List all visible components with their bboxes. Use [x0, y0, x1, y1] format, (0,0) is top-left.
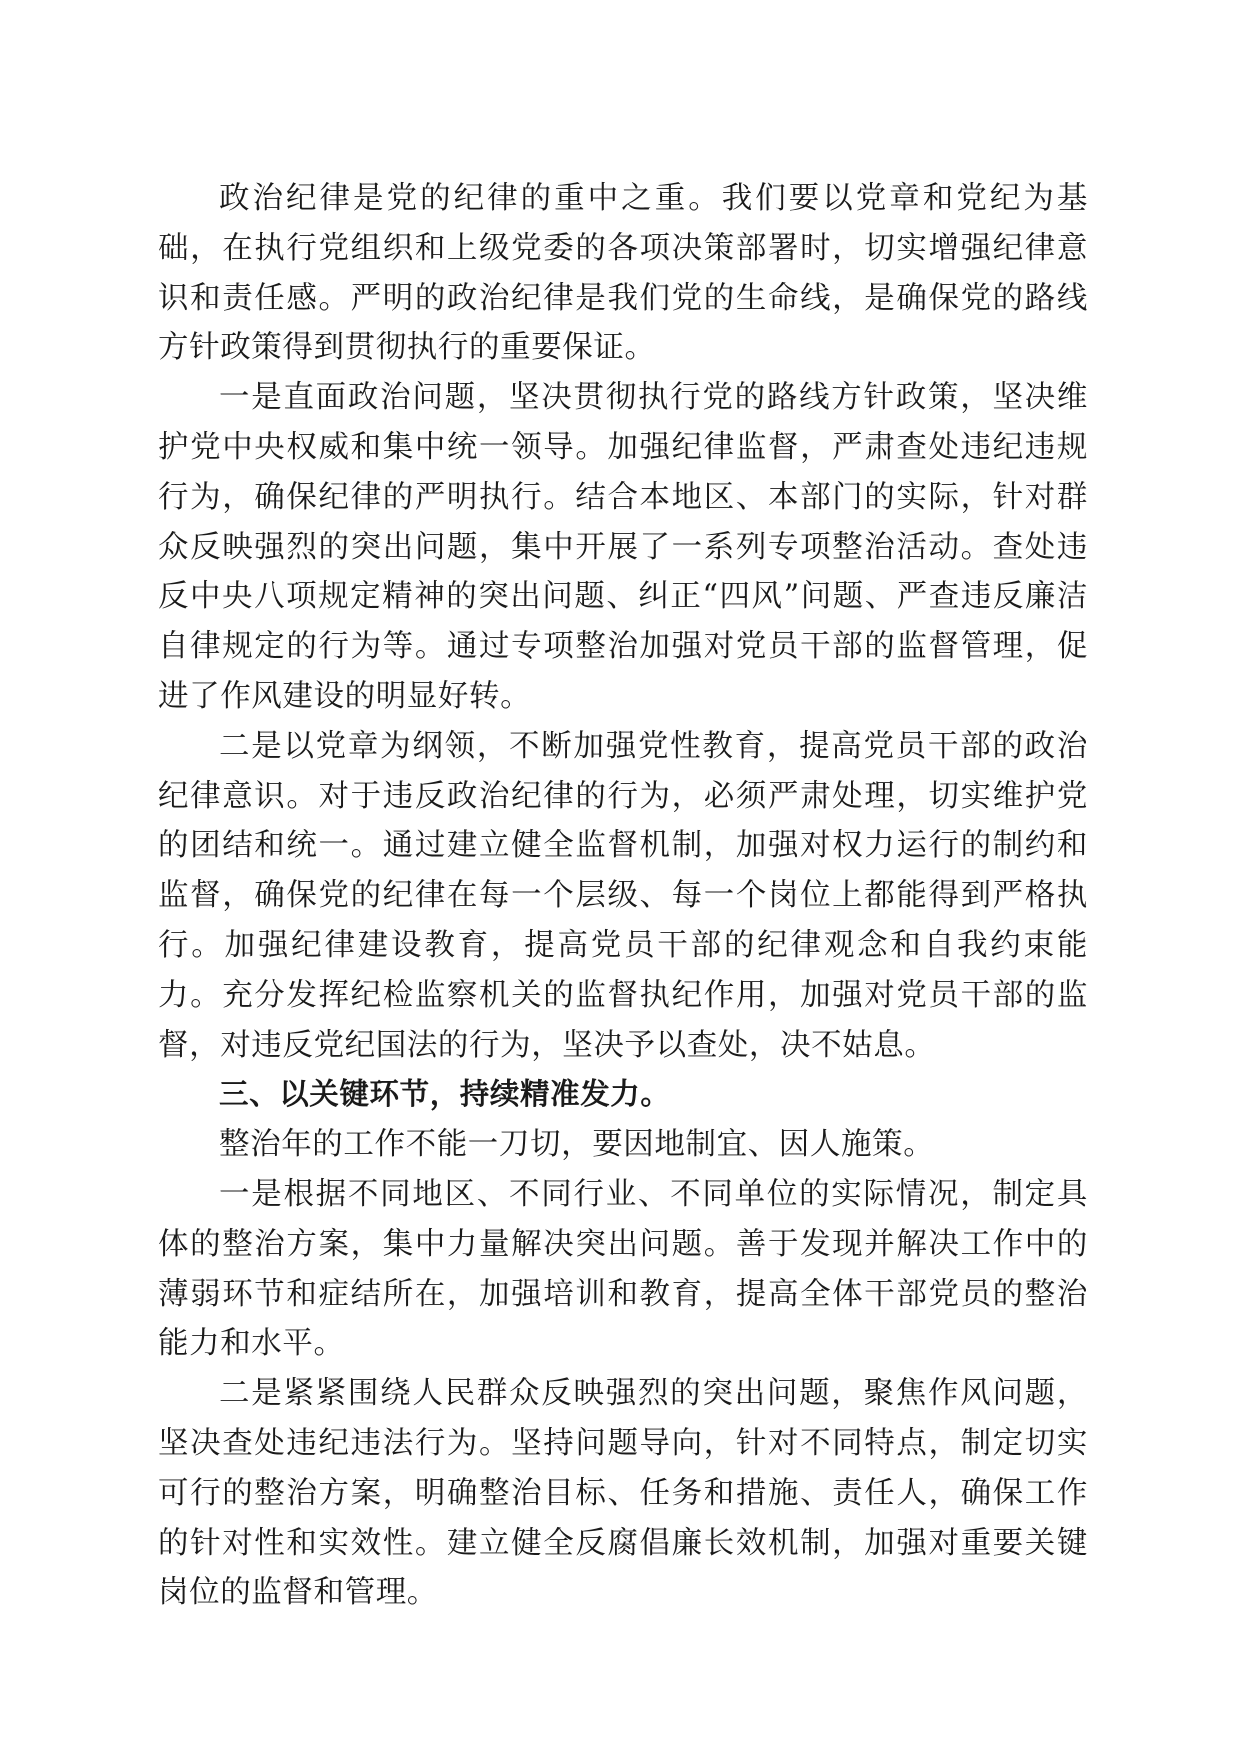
paragraph-point-one: 一是直面政治问题，坚决贯彻执行党的路线方针政策，坚决维护党中央权威和集中统一领导。加强纪律监督，严肃查处违纪违规行为，确保纪律的严明执行。结合本地区、本部门的实际，针对群众反映强烈的突出问题，集中开展了一系列专项整治活动。查处违反中央八项规定精神的突出问题、纠正“四风”问题、严查违反廉洁自律规定的行为等。通过专项整治加强对党员干部的监督管理，促进了作风建设的明显好转。 — [158, 380, 1088, 714]
document-body — [158, 174, 1088, 1618]
paragraph-section-intro: 整治年的工作不能一刀切，要因地制宜、因人施策。 — [219, 1127, 935, 1163]
paragraph-point-two: 二是以党章为纲领，不断加强党性教育，提高党员干部的政治纪律意识。对于违反政治纪律的行为，必须严肃处理，切实维护党的团结和统一。通过建立健全监督机制，加强对权力运行的制约和监督，确保党的纪律在每一个层级、每一个岗位上都能得到严格执行。加强纪律建设教育，提高党员干部的纪律观念和自我约束能力。充分发挥纪检监察机关的监督执纪作用，加强对党员干部的监督，对违反党纪国法的行为，坚决予以查处，决不姑息。 — [158, 728, 1088, 1063]
paragraph-section-point-two: 二是紧紧围绕人民群众反映强烈的突出问题，聚焦作风问题，坚决查处违纪违法行为。坚持问题导向，针对不同特点，制定切实可行的整治方案，明确整治目标、任务和措施、责任人，确保工作的针对性和实效性。建立健全反腐倡廉长效机制，加强对重要关键岗位的监督和管理。 — [158, 1376, 1088, 1611]
section-heading-three: 三、以关键环节，持续精准发力。 — [219, 1077, 671, 1112]
paragraph-political-discipline: 政治纪律是党的纪律的重中之重。我们要以党章和党纪为基础，在执行党组织和上级党委的各项决策部署时，切实增强纪律意识和责任感。严明的政治纪律是我们党的生命线，是确保党的路线方针政策得到贯彻执行的重要保证。 — [158, 181, 1088, 366]
paragraph-section-point-one: 一是根据不同地区、不同行业、不同单位的实际情况，制定具体的整治方案，集中力量解决突出问题。善于发现并解决工作中的薄弱环节和症结所在，加强培训和教育，提高全体干部党员的整治能力和水平。 — [158, 1176, 1088, 1362]
